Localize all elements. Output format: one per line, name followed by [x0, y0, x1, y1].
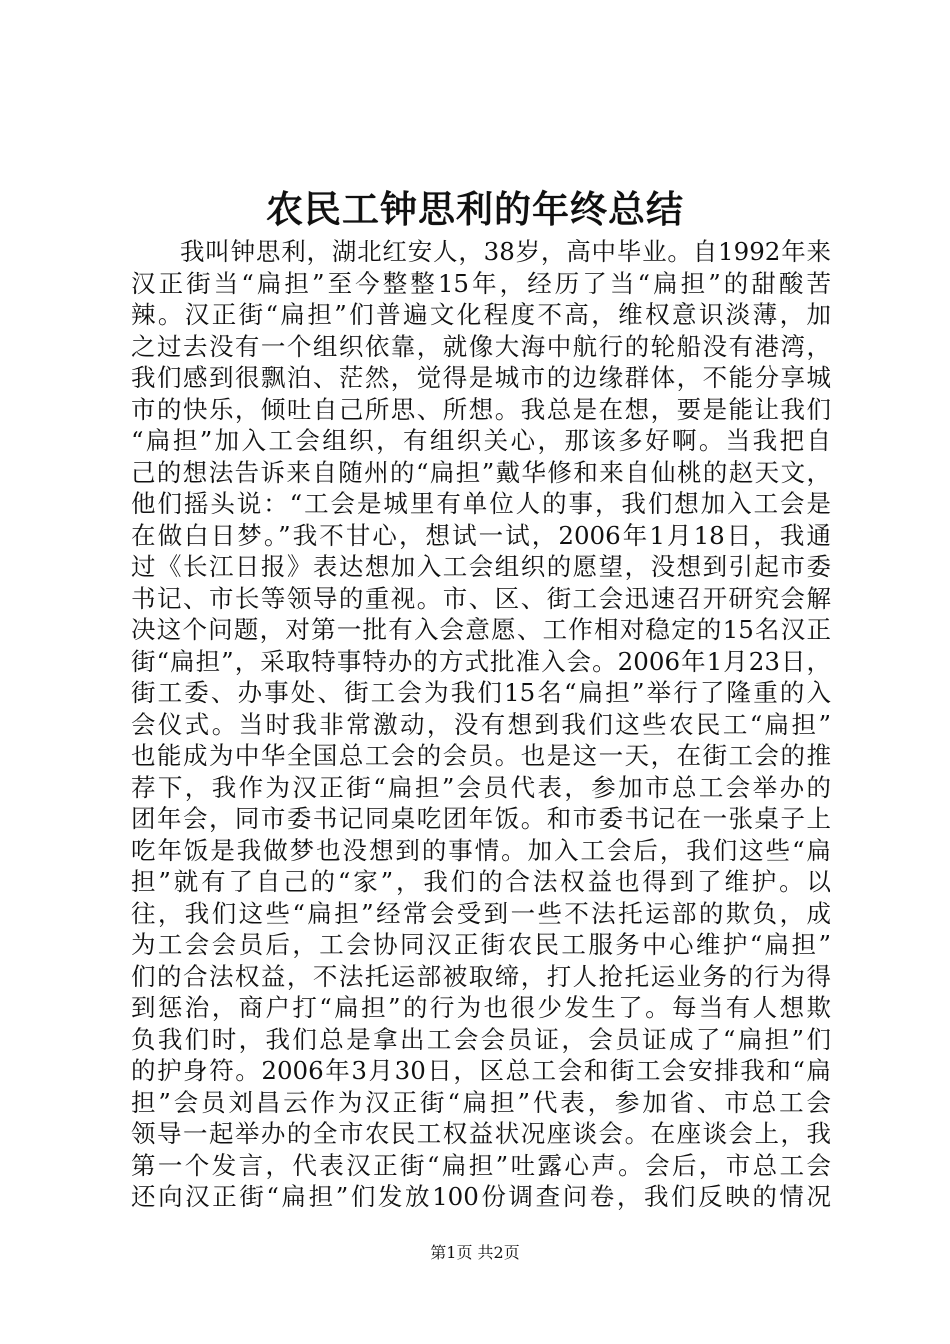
document-title: 农民工钟思利的年终总结	[266, 187, 684, 231]
body-line: 担”就有了自己的“家”，我们的合法权益也得到了维护。以	[131, 867, 831, 896]
body-line: 往，我们这些“扁担”经常会受到一些不法托运部的欺负，成	[131, 898, 831, 928]
body-line: 也能成为中华全国总工会的会员。也是这一天，在街工会的推	[131, 741, 831, 770]
body-line: 的护身符。2006年3月30日，区总工会和街工会安排我和“扁	[131, 1056, 831, 1085]
body-line: 团年会，同市委书记同桌吃团年饭。和市委书记在一张桌子上	[131, 804, 831, 833]
body-line: 街“扁担”，采取特事特办的方式批准入会。2006年1月23日，	[131, 646, 831, 676]
body-line: 为工会会员后，工会协同汉正街农民工服务中心维护“扁担”	[131, 930, 831, 959]
body-line: 市的快乐，倾吐自己所思、所想。我总是在想，要是能让我们	[131, 394, 831, 424]
body-line: 荐下，我作为汉正街“扁担”会员代表，参加市总工会举办的	[131, 772, 831, 802]
body-line: 汉正街当“扁担”至今整整15年，经历了当“扁担”的甜酸苦	[131, 268, 831, 298]
body-line: 们的合法权益，不法托运部被取缔，打人抢托运业务的行为得	[131, 961, 831, 991]
body-line: 会仪式。当时我非常激动，没有想到我们这些农民工“扁担”	[131, 709, 831, 739]
body-line: 街工委、办事处、街工会为我们15名“扁担”举行了隆重的入	[131, 678, 831, 707]
body-line: 第一个发言，代表汉正街“扁担”吐露心声。会后，市总工会	[131, 1150, 831, 1180]
page-footer: 第1页 共2页	[430, 1243, 520, 1262]
body-line: 负我们时，我们总是拿出工会会员证，会员证成了“扁担”们	[131, 1024, 831, 1054]
body-line: 担”会员刘昌云作为汉正街“扁担”代表，参加省、市总工会	[131, 1087, 831, 1117]
body-line: 书记、市长等领导的重视。市、区、街工会迅速召开研究会解	[131, 583, 831, 613]
body-line: 到惩治，商户打“扁担”的行为也很少发生了。每当有人想欺	[131, 993, 831, 1022]
body-line: 过《长江日报》表达想加入工会组织的愿望，没想到引起市委	[131, 552, 831, 581]
body-line: 己的想法告诉来自随州的“扁担”戴华修和来自仙桃的赵天文，	[131, 457, 831, 487]
body-line: “扁担”加入工会组织，有组织关心，那该多好啊。当我把自	[131, 426, 831, 455]
body-line: 辣。汉正街“扁担”们普遍文化程度不高，维权意识淡薄，加	[131, 300, 831, 329]
body-line: 在做白日梦。”我不甘心，想试一试，2006年1月18日，我通	[131, 520, 831, 550]
body-line: 还向汉正街“扁担”们发放100份调查问卷，我们反映的情况	[131, 1182, 831, 1211]
body-line: 决这个问题，对第一批有入会意愿、工作相对稳定的15名汉正	[131, 615, 831, 644]
body-line: 领导一起举办的全市农民工权益状况座谈会。在座谈会上，我	[131, 1119, 831, 1148]
body-line: 他们摇头说：“工会是城里有单位人的事，我们想加入工会是	[131, 489, 831, 518]
body-line: 我们感到很飘泊、茫然，觉得是城市的边缘群体，不能分享城	[131, 363, 831, 392]
document-body	[131, 236, 831, 1213]
body-line: 我叫钟思利，湖北红安人，38岁，高中毕业。自1992年来	[180, 237, 831, 266]
body-line: 之过去没有一个组织依靠，就像大海中航行的轮船没有港湾，	[131, 331, 831, 361]
body-line: 吃年饭是我做梦也没想到的事情。加入工会后，我们这些“扁	[131, 835, 831, 865]
